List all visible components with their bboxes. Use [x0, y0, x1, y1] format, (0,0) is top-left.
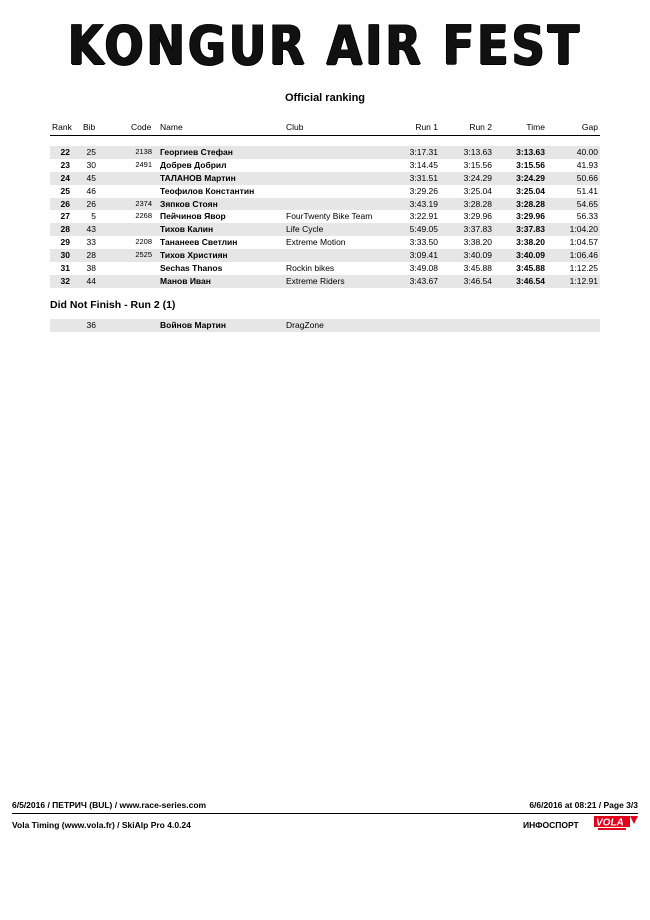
cell-time: 3:46.54: [516, 275, 545, 286]
cell-name: Тихов Християн: [160, 250, 228, 261]
table-row: [50, 262, 600, 275]
cell-time: 3:15.56: [516, 159, 545, 170]
cell-bib: 46: [86, 185, 96, 196]
cell-gap: 54.65: [576, 198, 598, 209]
table-row: [50, 172, 600, 185]
cell-time: 3:40.09: [516, 250, 545, 261]
svg-text:VOLA: VOLA: [596, 817, 624, 829]
cell-run2: 3:38.20: [463, 237, 492, 248]
cell-gap: 1:06.46: [569, 250, 598, 261]
cell-name: Зяпков Стоян: [160, 198, 218, 209]
header-gap: Gap: [581, 122, 598, 132]
cell-run2: 3:40.09: [463, 250, 492, 261]
event-logo-text: KONGUR AIR FEST: [67, 13, 583, 77]
cell-rank: 26: [60, 198, 70, 209]
cell-run1: 5:49.05: [409, 224, 438, 235]
cell-run1: 3:31.51: [409, 172, 438, 183]
cell-rank: 31: [60, 263, 70, 274]
cell-time: 3:38.20: [516, 237, 545, 248]
vola-logo: [594, 815, 638, 832]
cell-run1: 3:14.45: [409, 159, 438, 170]
footer-date-location: 6/5/2016 / ПЕТРИЧ (BUL) / www.race-series.com: [12, 800, 207, 810]
header-run1: Run 1: [415, 122, 438, 132]
dnf-rows: [50, 319, 600, 332]
header-rank: Rank: [52, 122, 72, 132]
cell-run2: 3:28.28: [463, 198, 492, 209]
table-row: [50, 223, 600, 236]
cell-rank: 30: [60, 250, 70, 261]
cell-bib: 28: [86, 250, 96, 261]
cell-gap: 1:12.91: [569, 275, 598, 286]
cell-club: Extreme Riders: [286, 275, 345, 286]
cell-run2: 3:46.54: [463, 275, 492, 286]
cell-time: 3:25.04: [516, 185, 545, 196]
cell-name: Пейчинов Явор: [160, 211, 226, 222]
cell-name: Тихов Калин: [160, 224, 214, 235]
table-row: [50, 146, 600, 159]
cell-run2: 3:29.96: [463, 211, 492, 222]
table-row: [50, 185, 600, 198]
table-row: [50, 275, 600, 288]
header-name: Name: [160, 122, 183, 132]
cell-bib: 45: [86, 172, 96, 183]
cell-time: 3:37.83: [516, 224, 545, 235]
cell-rank: 23: [60, 159, 70, 170]
cell-run2: 3:37.83: [463, 224, 492, 235]
cell-bib: 43: [86, 224, 96, 235]
cell-code: 2138: [135, 147, 152, 156]
cell-time: 3:29.96: [516, 211, 545, 222]
ranking-rows: [50, 146, 600, 288]
cell-gap: 1:04.20: [569, 224, 598, 235]
cell-club: Extreme Motion: [286, 237, 346, 248]
cell-name: Теофилов Константин: [160, 185, 255, 196]
header-club: Club: [286, 122, 304, 132]
cell-rank: 28: [60, 224, 70, 235]
table-row: [50, 198, 600, 211]
dnf-section-title: Did Not Finish - Run 2 (1): [50, 299, 176, 311]
cell-club: FourTwenty Bike Team: [286, 211, 373, 222]
cell-run1: 3:17.31: [409, 147, 438, 157]
footer-software: Vola Timing (www.vola.fr) / SkiAlp Pro 4.0.24: [12, 820, 191, 830]
cell-run1: 3:09.41: [409, 250, 438, 261]
cell-gap: 41.93: [576, 159, 598, 170]
dnf-cell-club: DragZone: [286, 320, 324, 330]
cell-gap: 1:12.25: [569, 263, 598, 274]
cell-gap: 56.33: [576, 211, 598, 222]
cell-run1: 3:49.08: [409, 263, 438, 274]
cell-rank: 24: [60, 172, 70, 183]
cell-run1: 3:22.91: [409, 211, 438, 222]
cell-name: Sechas Thanos: [160, 263, 223, 274]
cell-rank: 25: [60, 185, 70, 196]
cell-run1: 3:33.50: [409, 237, 438, 248]
cell-rank: 32: [60, 275, 70, 286]
header-time: Time: [526, 122, 545, 132]
cell-run1: 3:43.67: [409, 275, 438, 286]
table-row: [50, 210, 600, 223]
footer-organizer: ИНФОСПОРТ: [523, 820, 579, 830]
table-row: [50, 236, 600, 249]
dnf-cell-bib: 36: [86, 320, 96, 330]
cell-time: 3:28.28: [516, 198, 545, 209]
table-header: [50, 122, 600, 136]
event-logo: [0, 12, 650, 77]
ranking-table: [50, 122, 600, 288]
cell-bib: 25: [86, 147, 96, 157]
cell-time: 3:45.88: [516, 263, 545, 274]
cell-run2: 3:15.56: [463, 159, 492, 170]
page-title: Official ranking: [284, 92, 366, 104]
cell-run2: 3:24.29: [463, 172, 492, 183]
cell-gap: 50.66: [576, 172, 598, 183]
cell-name: Георгиев Стефан: [160, 147, 233, 157]
cell-code: 2491: [135, 159, 152, 169]
cell-run1: 3:29.26: [409, 185, 438, 196]
cell-code: 2208: [135, 237, 152, 247]
cell-bib: 38: [86, 263, 96, 274]
header-code: Code: [131, 122, 152, 132]
dnf-cell-name: Войнов Мартин: [160, 320, 226, 330]
footer-divider: [12, 813, 638, 814]
cell-name: Добрев Добрил: [160, 159, 227, 170]
cell-name: ТАЛАНОВ Мартин: [160, 172, 236, 183]
cell-code: 2374: [135, 198, 152, 208]
cell-name: Тананеев Светлин: [160, 237, 238, 248]
footer-print-info: 6/6/2016 at 08:21 / Page 3/3: [529, 800, 638, 810]
cell-gap: 51.41: [576, 185, 598, 196]
cell-gap: 1:04.57: [569, 237, 598, 248]
table-row: [50, 249, 600, 262]
cell-code: 2268: [135, 211, 152, 221]
cell-rank: 27: [60, 211, 70, 222]
table-row: [50, 159, 600, 172]
cell-code: 2525: [135, 250, 152, 260]
cell-run2: 3:25.04: [463, 185, 492, 196]
dnf-row: [50, 319, 600, 332]
cell-bib: 26: [86, 198, 96, 209]
header-run2: Run 2: [469, 122, 492, 132]
header-bib: Bib: [83, 122, 96, 132]
cell-run2: 3:13.63: [463, 147, 492, 157]
cell-gap: 40.00: [576, 147, 598, 157]
cell-bib: 30: [86, 159, 96, 170]
cell-bib: 44: [86, 275, 96, 286]
cell-club: Life Cycle: [286, 224, 324, 235]
cell-rank: 29: [60, 237, 70, 248]
cell-time: 3:13.63: [516, 147, 545, 157]
cell-run2: 3:45.88: [463, 263, 492, 274]
cell-time: 3:24.29: [516, 172, 545, 183]
cell-bib: 33: [86, 237, 96, 248]
cell-run1: 3:43.19: [409, 198, 438, 209]
cell-name: Манов Иван: [160, 275, 211, 286]
cell-club: Rockin bikes: [286, 263, 335, 274]
cell-rank: 22: [60, 147, 70, 157]
cell-bib: 5: [91, 211, 96, 222]
